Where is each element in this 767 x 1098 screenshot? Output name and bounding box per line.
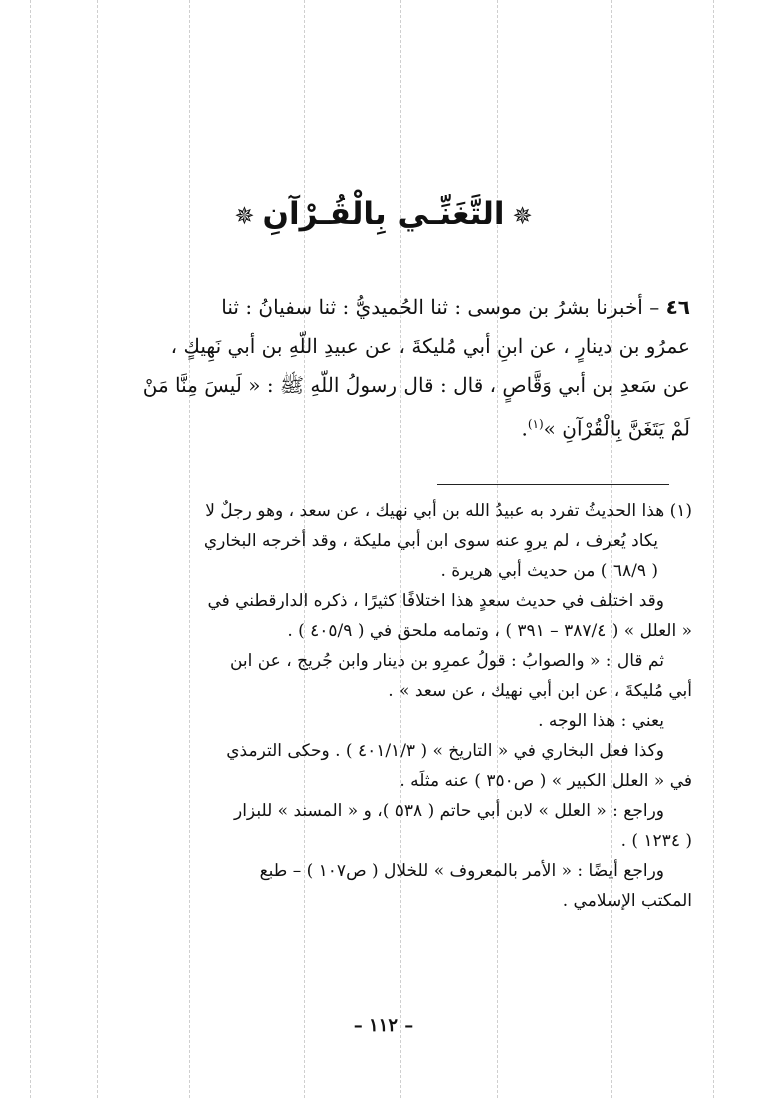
footnote-reference[interactable]: (١) (527, 417, 544, 431)
footnote-line: ( ٦٨/٩ ) من حديث أبي هريرة . (440, 561, 658, 581)
chapter-title (0, 182, 767, 248)
hadith-text (78, 288, 690, 449)
footnote-line: ( ١٢٣٤ ) . (620, 831, 692, 851)
footnotes-section (80, 496, 692, 916)
hadith-line: عمرُو بن دينارٍ ، عن ابنِ أبي مُليكةَ ، عن عبيدِ اللّهِ بن أبي نَهِيكٍ ، (170, 334, 690, 358)
footnote-line: « العلل » ( ٣٨٧/٤ – ٣٩١ ) ، وتمامه ملحق في ( ٤٠٥/٩ ) . (287, 621, 692, 641)
chapter-title-text: التَّغَنِّـي بِالْقُـرْآنِ (262, 196, 505, 232)
star-ornament-icon: ✵ (234, 202, 255, 230)
hadith-number: ٤٦ (665, 295, 690, 319)
footnote-line: (١) هذا الحديثُ تفرد به عبيدُ الله بن أبي نهيك ، عن سعد ، وهو رجلٌ لا (205, 501, 692, 521)
footnote-line: يعني : هذا الوجه . (538, 711, 664, 731)
footnote-line: وراجع أيضًا : « الأمر بالمعروف » للخلال ( ص١٠٧ ) – طبع (259, 861, 664, 881)
footnote-line: وراجع : « العلل » لابن أبي حاتم ( ٥٣٨ )، و « المسند » للبزار (234, 801, 664, 821)
footnote-marker: (١) (669, 501, 692, 521)
footnote-line: وكذا فعل البخاري في « التاريخ » ( ٤٠١/١/٣ ) . وحكى الترمذي (226, 741, 664, 761)
footnote-line: المكتب الإسلامي . (562, 891, 692, 911)
hadith-line: لَمْ يَتَغَنَّ بِالْقُرْآنِ »$^{(١)}$. (521, 416, 690, 441)
footnote-line: في « العلل الكبير » ( ص٣٥٠ ) عنه مثلَه . (399, 771, 692, 791)
star-ornament-icon: ✵ (512, 202, 533, 230)
footnote-line: وقد اختلف في حديث سعدٍ هذا اختلافًا كثيرًا ، ذكره الدارقطني في (207, 591, 664, 611)
footnote-line: ثم قال : « والصوابُ : قولُ عمرِو بن دينار وابن جُريج ، عن ابن (229, 651, 664, 671)
page-number: – ١١٢ – (353, 1015, 414, 1036)
footnote-separator (437, 484, 669, 485)
hadith-line: ٤٦ – أخبرنا بشرُ بن موسى : ثنا الحُميديُّ : ثنا سفيانُ : ثنا (221, 295, 690, 319)
footnote-line: أبي مُليكةَ ، عن ابن أبي نهيك ، عن سعد » . (388, 681, 692, 701)
hadith-line: عن سَعدِ بن أبي وَقَّاصٍ ، قال : قال رسولُ اللّهِ ﷺ : « لَيسَ مِنَّا مَنْ (142, 373, 690, 397)
footnote-line: يكاد يُعرف ، لم يروِ عنه سوى ابن أبي مليكة ، وقد أخرجه البخاري (203, 531, 658, 551)
